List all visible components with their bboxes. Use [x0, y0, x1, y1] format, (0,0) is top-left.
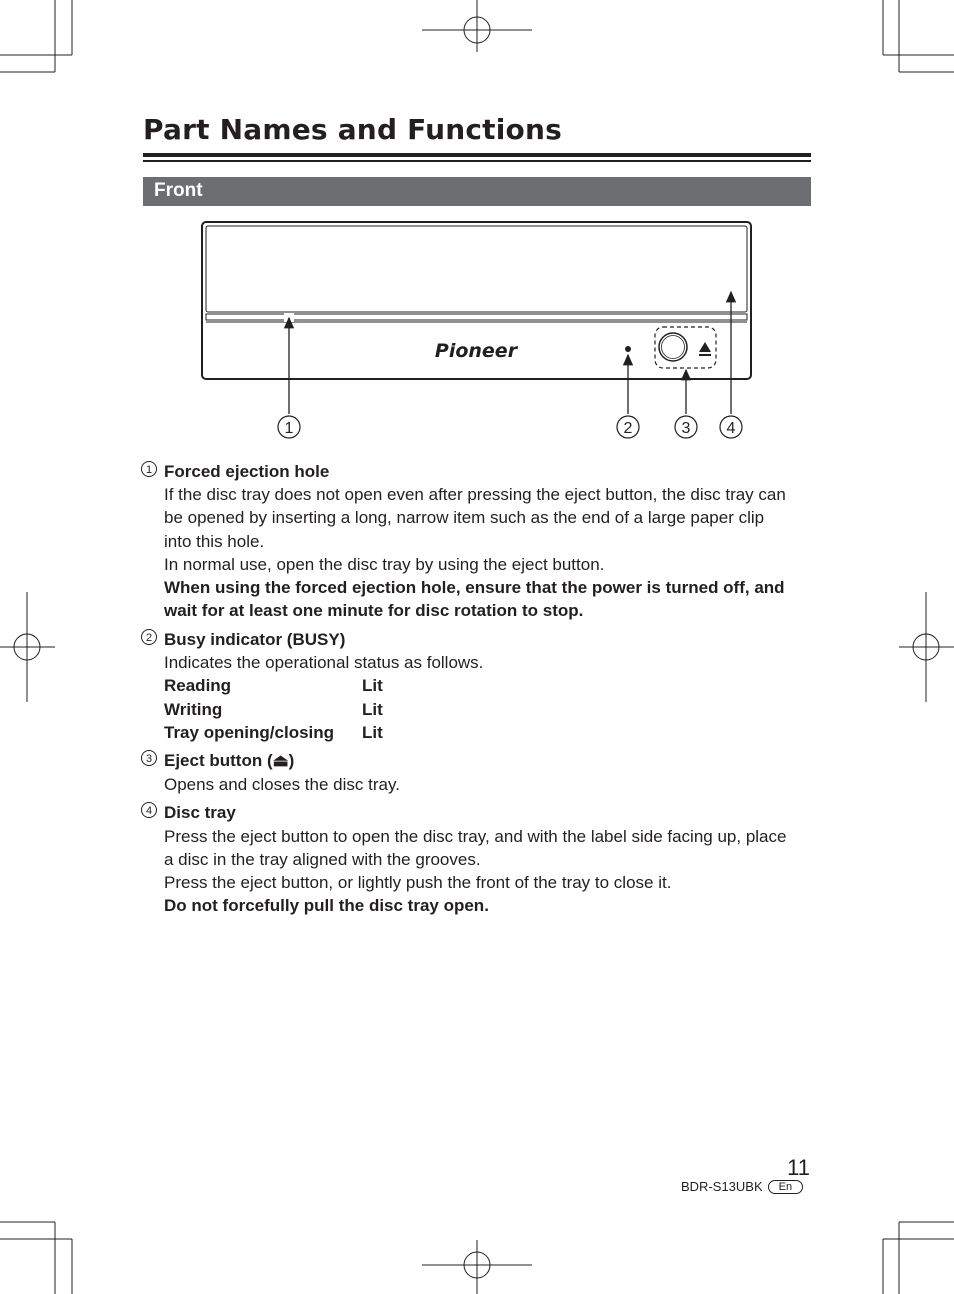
- item-text: Press the eject button, or lightly push the front of the tray to close it.: [164, 872, 672, 892]
- eject-button: [659, 333, 687, 361]
- section-title: Front: [154, 180, 203, 201]
- item-text: In normal use, open the disc tray by using the eject button.: [164, 554, 605, 574]
- status-value: Lit: [362, 722, 383, 742]
- status-state: Tray opening/closing: [164, 722, 335, 742]
- item-text: be opened by inserting a long, narrow item such as the end of a large paper clip: [164, 508, 765, 528]
- item-text: into this hole.: [164, 531, 265, 551]
- status-row: [164, 721, 821, 744]
- status-row: [164, 674, 821, 697]
- item-number: 1: [141, 461, 157, 477]
- item-text: Press the eject button to open the disc tray, and with the label side facing up, place: [164, 826, 787, 846]
- eject-icon: [699, 342, 711, 356]
- item-text: Opens and closes the disc tray.: [164, 774, 400, 794]
- item-heading: Busy indicator (BUSY): [164, 629, 346, 649]
- list-item: [141, 801, 821, 917]
- part-descriptions: [141, 460, 821, 923]
- list-item: [141, 749, 821, 795]
- item-warning: When using the forced ejection hole, ensure that the power is turned off, and: [164, 578, 785, 598]
- list-item: [141, 460, 821, 622]
- page-title: Part Names and Functions: [143, 113, 562, 146]
- item-heading: Forced ejection hole: [164, 462, 330, 481]
- status-value: Lit: [362, 699, 383, 719]
- item-number: 3: [141, 750, 157, 766]
- status-value: Lit: [362, 676, 383, 696]
- callout-label-4: 4: [726, 420, 736, 437]
- item-text: a disc in the tray aligned with the grooves.: [164, 849, 481, 869]
- list-item: [141, 628, 821, 744]
- callout-label-2: 2: [623, 420, 633, 437]
- drive-front-illustration: [0, 0, 954, 460]
- callout-label-3: 3: [681, 420, 691, 437]
- busy-indicator: [625, 346, 631, 352]
- item-text: Indicates the operational status as follows.: [164, 653, 484, 673]
- item-warning: wait for at least one minute for disc rotation to stop.: [164, 601, 584, 621]
- item-warning: Do not forcefully pull the disc tray open.: [164, 896, 489, 916]
- item-heading: Eject button (⏏): [164, 751, 295, 771]
- registration-mark-bottom: [422, 1240, 532, 1294]
- page-number: 11: [787, 1155, 810, 1180]
- brand-logo: Pioneer: [434, 340, 518, 362]
- item-number: 4: [141, 802, 157, 818]
- registration-mark-left: [0, 592, 55, 702]
- status-row: [164, 698, 821, 721]
- model-name: BDR-S13UBK: [681, 1179, 763, 1194]
- callout-label-1: 1: [284, 420, 294, 437]
- status-state: Reading: [164, 676, 232, 696]
- item-text: If the disc tray does not open even after pressing the eject button, the disc tray can: [164, 485, 786, 505]
- item-heading: Disc tray: [164, 803, 236, 823]
- language-badge: En: [768, 1180, 803, 1194]
- footer-model: [681, 1179, 803, 1194]
- registration-mark-right: [899, 592, 954, 702]
- status-state: Writing: [164, 699, 223, 719]
- item-number: 2: [141, 629, 157, 645]
